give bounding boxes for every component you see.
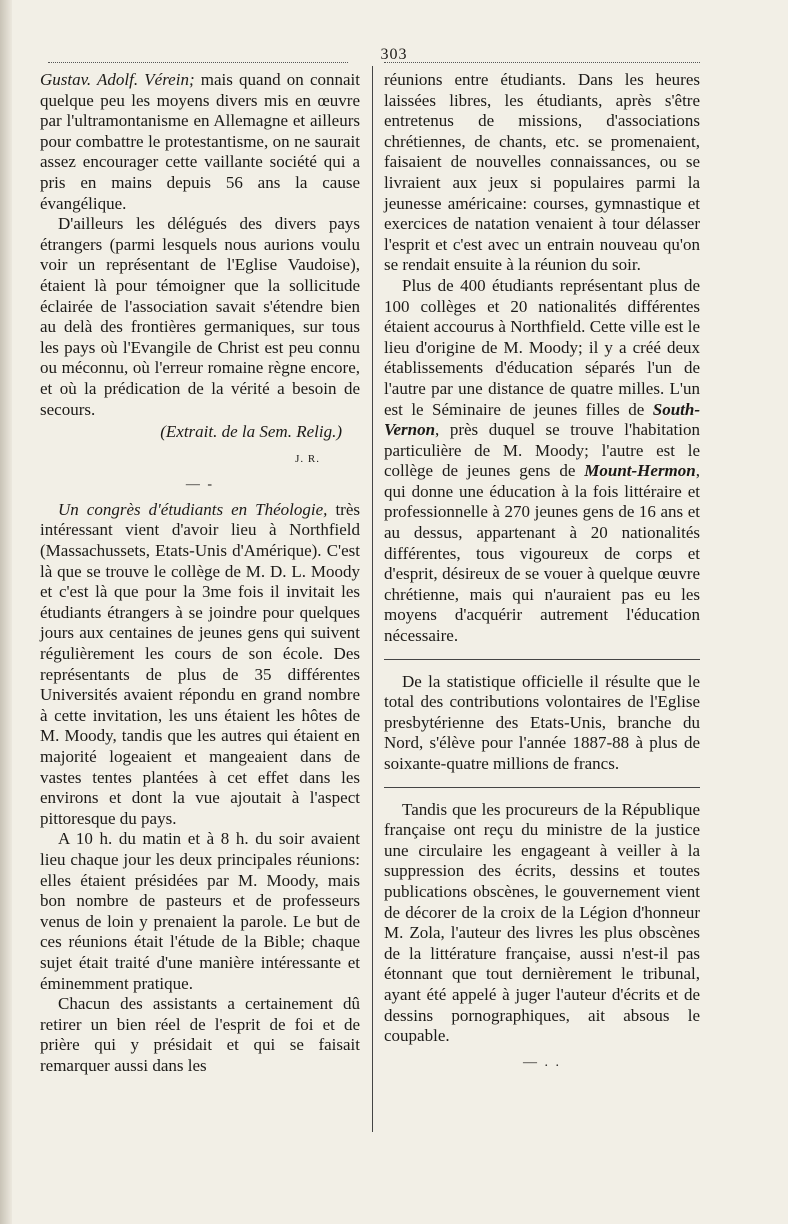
paragraph-reunions: réunions entre étudiants. Dans les heures laissées libres, les étudiants, après s'être entretenus de missions, d'associations chrétiennes, de chants, etc. se promenaient, faisaient de nouvelles connaissances, ou se livraient aux jeux si populaires parmi la jeunesse américaine: courses, gymnastique et exercices de natation venaient à tour délasser l'esprit et c'est avec un entrain nouveau qu'on se rendait ensuite à la réunion du soir. — [384, 70, 700, 275]
paragraph-northfield — [384, 276, 700, 647]
paragraph-assistants: Chacun des assistants a certainement dû retirer un bien réel de l'esprit de foi et de prière qui y présidait et qui se faisait remarquer aussi dans les — [40, 994, 360, 1075]
left-column — [40, 70, 360, 1077]
paragraph-text: , près duquel se trouve l'habitation particulière de M. Moody; l'autre est le collège de jeunes gens de — [384, 420, 700, 481]
paragraph-text: Plus de 400 étudiants représentant plus de 100 collèges et 20 nationalités différentes étaient accourus à Northfield. Cette ville est le lieu d'origine de M. Moody; il y a créé deux établissements d'éducation séparés l'un de l'autre par une distance de quatre milles. L'un est le Séminaire de jeunes filles de — [384, 275, 700, 419]
section-separator: — - — [185, 477, 215, 493]
paragraph-text: mais quand on connait quelque peu les moyens divers mis en œuvre par l'ultramontanisme en Allemagne et ailleurs pour combattre le protestantisme, on ne saurait assez encourager cette vaillante société qui a pris en mains depuis 56 ans la cause évangélique. — [40, 70, 360, 213]
right-column — [384, 70, 700, 1077]
column-divider — [372, 66, 373, 1132]
page-number: 303 — [380, 46, 408, 63]
place-south-vernon: South-Vernon — [384, 399, 700, 440]
place-mount-hermon: Mount-Hermon — [584, 461, 696, 481]
paragraph-gustav-adolf — [40, 70, 360, 214]
section-rule — [384, 787, 700, 788]
society-name: Gustav. Adolf. Vérein; — [40, 70, 195, 89]
paragraph-text: très intéressant vient d'avoir lieu à Northfield (Massachussets, Etats-Unis d'Amérique). C'est là que se trouve le collège de M. D. L. Moody et c'est là que pour la 3me fois il invitait les étudiants étrangers à se joindre pour quelques jours aux centaines de jeunes gens qui suivent régulièrement les cours de son école. Des représentants de plus de 35 différentes Universités avaient répondu en grand nombre à cette invitation, les uns étaient les hôtes de M. Moody, tandis que les autres qui étaient en majorité logeaient et mangeaient dans de vastes tentes plantées à cet effet dans les environs et dont la vue ajoutait à l'aspect pittoresque du pays. — [40, 499, 361, 828]
page-edge-shadow — [0, 0, 12, 1224]
article-title: Un congrès d'étudiants en Théologie, — [58, 499, 328, 519]
end-mark: — . . — [523, 1054, 561, 1070]
paragraph-meetings: A 10 h. du matin et à 8 h. du soir avaient lieu chaque jour les deux principales réunions: elles étaient présidées par M. Moody, mais bon nombre de pasteurs et de professeurs venus de loin y prenaient la parole. Le but de ces réunions était l'étude de la Bible; chaque sujet était traité d'une manière intéressante et éminemment pratique. — [40, 829, 360, 993]
header-rule-left — [48, 62, 348, 63]
source-citation: (Extrait. de la Sem. Relig.) — [160, 422, 342, 442]
paragraph-congress — [40, 500, 360, 830]
paragraph-text: , qui donne une éducation à la fois littéraire et professionnelle à 270 jeunes gens de 16 ans et au dessus, appartenant à 20 nationalités différentes, tous vigoureux de corps et d'esprit, désireux de se vouer à quelque œuvre chrétienne, mais qui n'auraient pas eu les moyens d'acquérir autrement l'éducation nécessaire. — [384, 461, 700, 646]
author-signature: J. R. — [295, 452, 320, 465]
paragraph-zola: Tandis que les procureurs de la République française ont reçu du ministre de la justice une circulaire les engageant à veiller à la suppression des écrits, dessins et toutes publications obscènes, le gouvernement vient de décorer de la croix de la Légion d'honneur M. Zola, l'auteur des livres les plus obscènes de la littérature française, aussi n'est-il pas étonnant que tout dernièrement le tribunal, ayant été appelé à juger l'auteur d'écrits et de dessins pornographiques, ait absous le coupable. — [384, 799, 700, 1046]
section-rule — [384, 659, 700, 660]
paragraph-statistics: De la statistique officielle il résulte que le total des contributions volontaires de l'Eglise presbytérienne des Etats-Unis, branche du Nord, s'élève pour l'année 1887-88 à plus de soixante-quatre millions de francs. — [384, 671, 700, 773]
header-rule-right — [384, 62, 700, 63]
paragraph-delegates: D'ailleurs les délégués des divers pays étrangers (parmi lesquels nous aurions voulu voir un représentant de l'Eglise Vaudoise), étaient là pour témoigner que la sollicitude éclairée de l'association savait s'étendre bien au delà des frontières germaniques, sur tous les pays où l'Evangile de Christ est peu connu ou méconnu, où l'erreur romaine règne encore, et où la prédication de la vérité a besoin de secours. — [40, 214, 360, 419]
